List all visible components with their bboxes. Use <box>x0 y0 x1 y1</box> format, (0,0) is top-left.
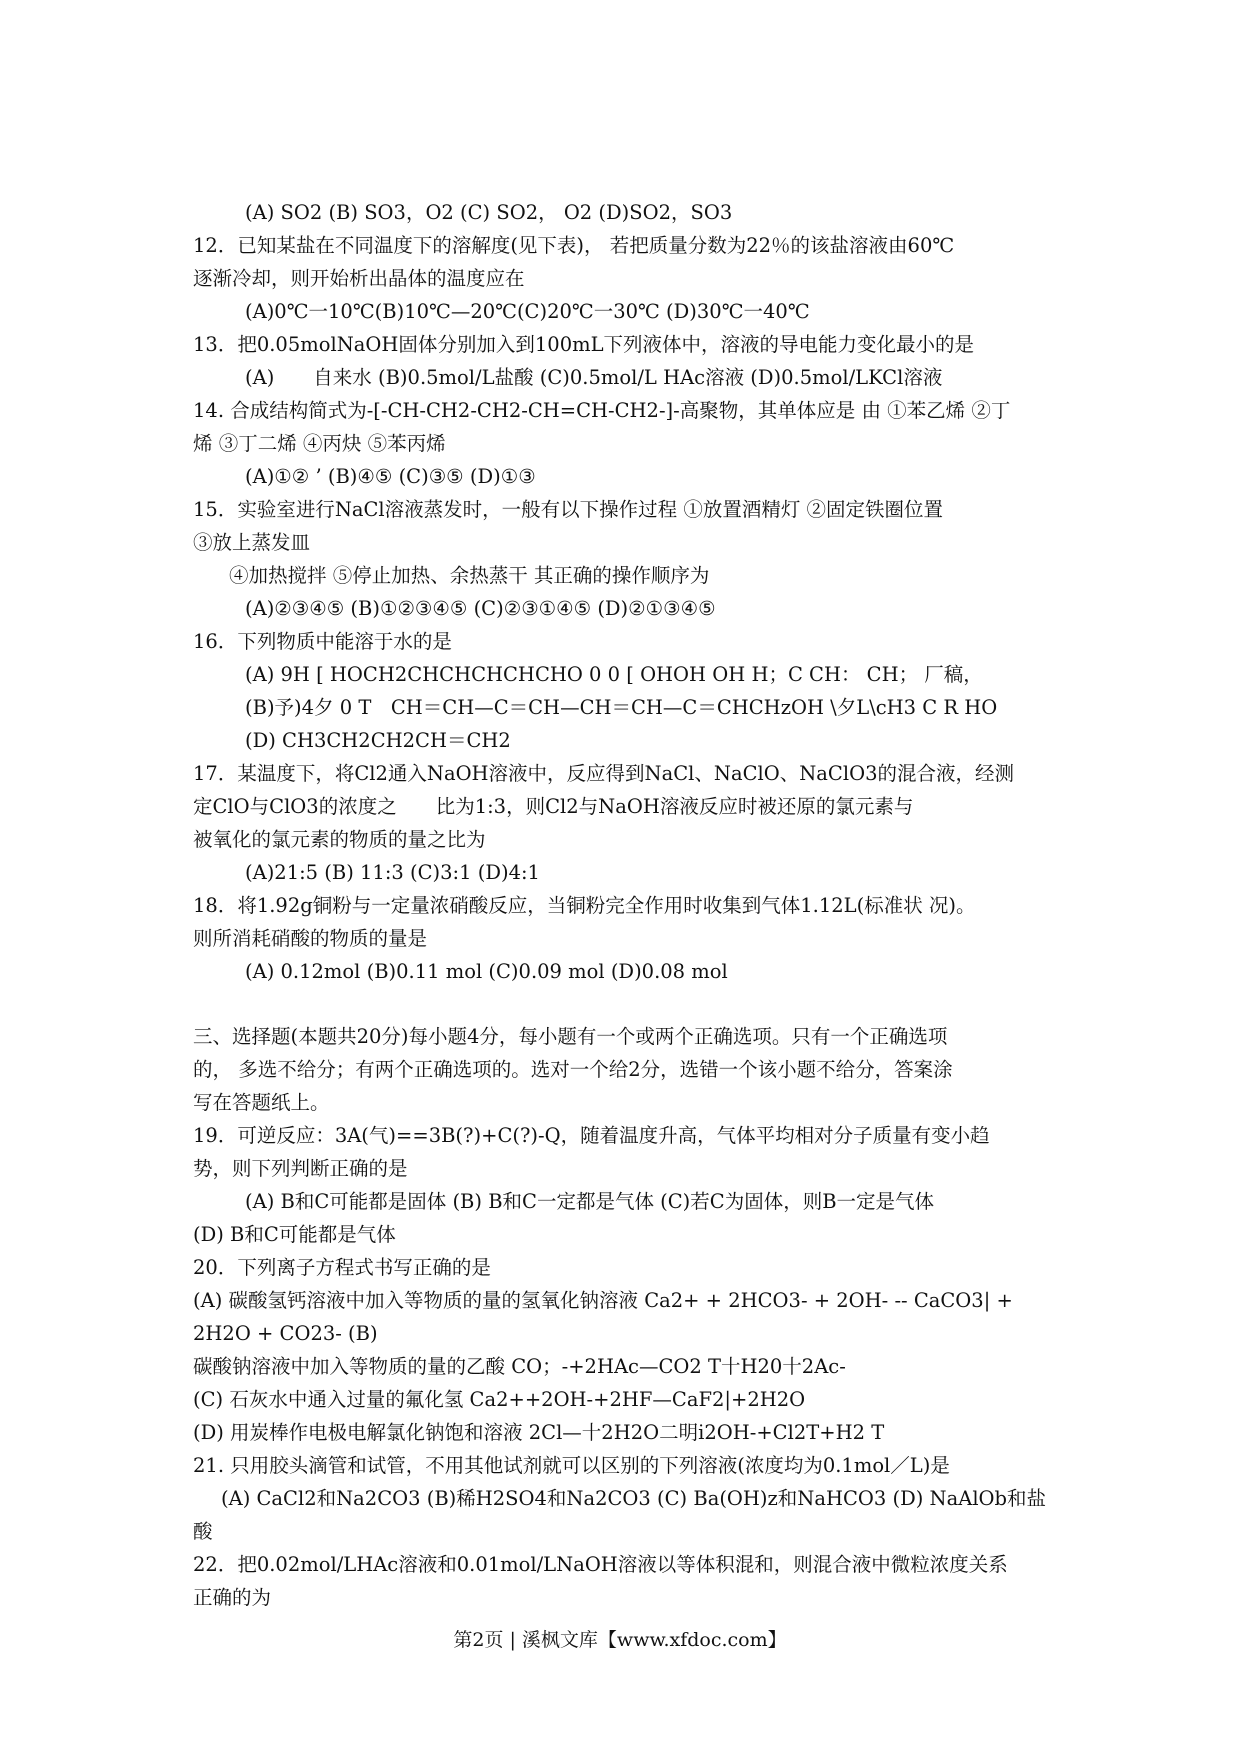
q17-stem: 17．某温度下，将Cl2通入NaOH溶液中，反应得到NaCl、NaClO、NaClO3的混合液，经测 <box>193 762 1014 785</box>
page-body <box>193 196 1073 1614</box>
q18-stem-cont: 则所消耗硝酸的物质的量是 <box>193 927 428 950</box>
q20-option-d: (D) 用炭棒作电极电解氯化钠饱和溶液 2Cl—十2H2O二明i2OH-+Cl2T+H2 T <box>193 1421 885 1444</box>
section-gap <box>193 988 1073 1020</box>
q12-stem: 12．已知某盐在不同温度下的溶解度(见下表)， 若把质量分数为22％的该盐溶液由60℃ <box>193 234 955 257</box>
q17-stem-cont-2: 被氧化的氯元素的物质的量之比为 <box>193 828 486 851</box>
q14-stem-cont: 烯 ③丁二烯 ④丙炔 ⑤苯丙烯 <box>193 432 446 455</box>
q12-stem-cont: 逐渐冷却，则开始析出晶体的温度应在 <box>193 267 525 290</box>
q16-option-b: (B)予)4夕 0 T CH＝CH—C＝CH—CH＝CH—C＝CHCHzOH \夕L\cH3 C R HO <box>245 696 998 719</box>
q18-stem: 18．将1.92g铜粉与一定量浓硝酸反应，当铜粉完全作用时收集到气体1.12L(标准状 况)。 <box>193 894 976 917</box>
q20-option-a-cont: 2H2O + CO23- (B) <box>193 1322 378 1345</box>
q16-stem: 16．下列物质中能溶于水的是 <box>193 630 452 653</box>
q22-stem: 22．把0.02mol/LHAc溶液和0.01mol/LNaOH溶液以等体积混和，则混合液中微粒浓度关系 <box>193 1553 1008 1576</box>
q19-option-d: (D) B和C可能都是气体 <box>193 1223 396 1246</box>
q21-stem: 21. 只用胶头滴管和试管，不用其他试剂就可以区别的下列溶液(浓度均为0.1mol／L)是 <box>193 1454 950 1477</box>
q16-option-d: (D) CH3CH2CH2CH＝CH2 <box>245 729 511 752</box>
q19-stem: 19．可逆反应：3A(气)==3B(?)+C(?)-Q，随着温度升高，气体平均相对分子质量有变小趋 <box>193 1124 990 1147</box>
q12-options: (A)0℃一10℃(B)10℃—20℃(C)20℃一30℃ (D)30℃一40℃ <box>245 300 810 323</box>
section-3-heading: 三、选择题(本题共20分)每小题4分，每小题有一个或两个正确选项。只有一个正确选项 <box>193 1025 948 1048</box>
q15-stem-cont-2: ④加热搅拌 ⑤停止加热、余热蒸干 其正确的操作顺序为 <box>229 564 710 587</box>
q20-stem: 20．下列离子方程式书写正确的是 <box>193 1256 491 1279</box>
q16-option-a: (A) 9H [ HOCH2CHCHCHCHCHO 0 0 [ OHOH OH H；C CH： CH； 厂稿， <box>245 663 983 686</box>
section-3-heading-cont-2: 写在答题纸上。 <box>193 1091 330 1114</box>
q21-options-cont: 酸 <box>193 1520 213 1543</box>
page-footer: 第2页 | 溪枫文库【www.xfdoc.com】 <box>453 1629 787 1651</box>
q15-stem: 15．实验室进行NaCl溶液蒸发时，一般有以下操作过程 ①放置酒精灯 ②固定铁圈位置 <box>193 498 944 521</box>
q17-options: (A)21:5 (B) 11:3 (C)3:1 (D)4:1 <box>245 861 540 884</box>
q14-stem: 14. 合成结构简式为-[-CH-CH2-CH2-CH=CH-CH2-]-高聚物，其单体应是 由 ①苯乙烯 ②丁 <box>193 399 1011 422</box>
q14-options: (A)①② ’ (B)④⑤ (C)③⑤ (D)①③ <box>245 465 536 488</box>
q20-option-b: 碳酸钠溶液中加入等物质的量的乙酸 CO；-+2HAc—CO2 T十H20十2Ac- <box>193 1355 846 1378</box>
section-3-heading-cont: 的， 多选不给分；有两个正确选项的。选对一个给2分，选错一个该小题不给分，答案涂 <box>193 1058 953 1081</box>
q20-option-a: (A) 碳酸氢钙溶液中加入等物质的量的氢氧化钠溶液 Ca2+ + 2HCO3- + 2OH- -- CaCO3| + <box>193 1289 1013 1312</box>
q11-options: (A) SO2 (B) SO3，O2 (C) SO2， O2 (D)SO2，SO3 <box>245 201 733 224</box>
q15-stem-cont: ③放上蒸发皿 <box>193 531 311 554</box>
q17-stem-cont: 定ClO与ClO3的浓度之 比为1:3，则Cl2与NaOH溶液反应时被还原的氯元素与 <box>193 795 914 818</box>
q19-stem-cont: 势，则下列判断正确的是 <box>193 1157 408 1180</box>
q19-options: (A) B和C可能都是固体 (B) B和C一定都是气体 (C)若C为固体，则B一定是气体 <box>245 1190 935 1213</box>
q22-stem-cont: 正确的为 <box>193 1586 272 1609</box>
q18-options: (A) 0.12mol (B)0.11 mol (C)0.09 mol (D)0.08 mol <box>245 960 728 983</box>
q13-stem: 13．把0.05molNaOH固体分别加入到100mL下列液体中，溶液的导电能力变化最小的是 <box>193 333 975 356</box>
q13-options: (A) 自来水 (B)0.5mol/L盐酸 (C)0.5mol/L HAc溶液 (D)0.5mol/LKCl溶液 <box>245 366 943 389</box>
q15-options: (A)②③④⑤ (B)①②③④⑤ (C)②③①④⑤ (D)②①③④⑤ <box>245 597 716 620</box>
q21-options: (A) CaCl2和Na2CO3 (B)稀H2SO4和Na2CO3 (C) Ba(OH)z和NaHCO3 (D) NaAlOb和盐 <box>221 1487 1047 1510</box>
q20-option-c: (C) 石灰水中通入过量的氟化氢 Ca2++2OH-+2HF—CaF2|+2H2O <box>193 1388 806 1411</box>
